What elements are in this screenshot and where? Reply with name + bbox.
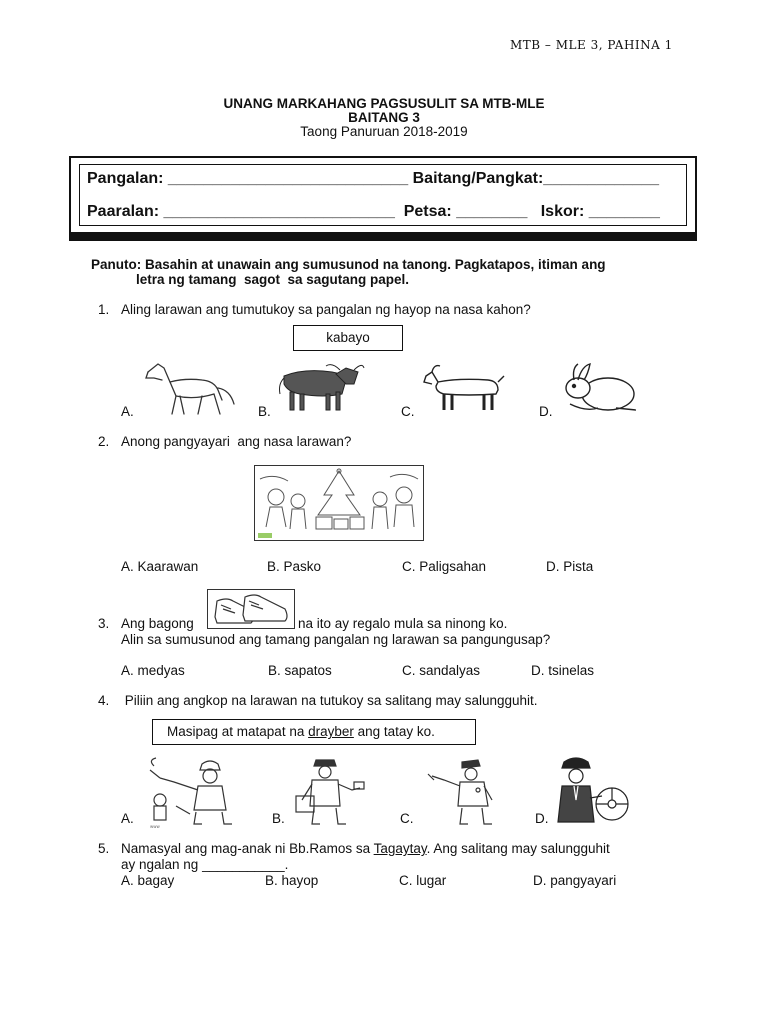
q4-option-d[interactable]: D.: [535, 811, 549, 826]
exam-title: UNANG MARKAHANG PAGSUSULIT SA MTB-MLE: [223, 96, 545, 111]
q1-option-a[interactable]: A.: [121, 404, 134, 419]
police-officer-icon[interactable]: [426, 754, 516, 828]
q5-underlined-word: Tagaytay: [373, 841, 427, 856]
q4-sentence-after: ang tatay ko.: [353, 724, 435, 739]
q2-option-a[interactable]: A. Kaarawan: [121, 559, 199, 574]
grade-level: BAITANG 3: [348, 110, 420, 125]
mail-carrier-icon[interactable]: [290, 752, 370, 828]
q3-text-after: na ito ay regalo mula sa ninong ko.: [298, 616, 508, 631]
school-year: Taong Panuruan 2018-2019: [300, 124, 468, 139]
carabao-icon[interactable]: [274, 358, 364, 414]
q4-sentence-before: Masipag at matapat na: [167, 724, 309, 739]
driver-icon[interactable]: [550, 752, 636, 828]
q5-text-after: . Ang salitang may salungguhit: [426, 841, 610, 856]
q4-underlined-word: drayber: [308, 724, 354, 739]
q2-number: 2.: [98, 434, 110, 449]
q2-option-c[interactable]: C. Paligsahan: [402, 559, 487, 574]
firefighter-icon[interactable]: [146, 756, 246, 830]
q5-option-d[interactable]: D. pangyayari: [533, 873, 617, 888]
q4-option-a[interactable]: A.: [121, 811, 134, 826]
horse-icon[interactable]: [140, 360, 240, 420]
svg-text:www: www: [150, 824, 160, 829]
rabbit-icon[interactable]: [558, 362, 648, 418]
student-info-box: [69, 156, 697, 234]
q5-option-a[interactable]: A. bagay: [121, 873, 175, 888]
goat-icon[interactable]: [418, 360, 508, 416]
q3-option-a[interactable]: A. medyas: [121, 663, 185, 678]
q4-sentence-box: [152, 719, 476, 745]
q2-option-d[interactable]: D. Pista: [546, 559, 594, 574]
q5-text-line-2: ay ngalan ng ___________.: [121, 857, 289, 872]
q1-word-box: kabayo: [293, 325, 403, 351]
q1-option-b[interactable]: B.: [258, 404, 271, 419]
q1-number: 1.: [98, 302, 110, 317]
q4-number: 4.: [98, 693, 110, 708]
q5-number: 5.: [98, 841, 110, 856]
name-grade-line[interactable]: Pangalan: ___________________________ Baitang/Pangkat:_____________: [87, 170, 659, 187]
q3-option-b[interactable]: B. sapatos: [268, 663, 332, 678]
q1-text: Aling larawan ang tumutukoy sa pangalan ng hayop na nasa kahon?: [121, 302, 531, 317]
q3-text-before: Ang bagong: [121, 616, 194, 631]
q1-option-c[interactable]: C.: [401, 404, 415, 419]
shoes-icon: [207, 589, 295, 629]
q5-text-before: Namasyal ang mag-anak ni Bb.Ramos sa: [121, 841, 374, 856]
instructions-line-1: Panuto: Basahin at unawain ang sumusunod na tanong. Pagkatapos, itiman ang: [91, 257, 606, 272]
q3-option-c[interactable]: C. sandalyas: [402, 663, 481, 678]
q5-text: [121, 841, 610, 856]
instructions-line-2: letra ng tamang sagot sa sagutang papel.: [136, 272, 410, 287]
christmas-scene-image: [254, 465, 424, 541]
q3-option-d[interactable]: D. tsinelas: [531, 663, 595, 678]
q4-text: Piliin ang angkop na larawan na tutukoy sa salitang may salungguhit.: [121, 693, 538, 708]
q5-option-c[interactable]: C. lugar: [399, 873, 447, 888]
q3-text-line-2: Alin sa sumusunod ang tamang pangalan ng larawan sa pangungusap?: [121, 632, 551, 647]
q4-option-c[interactable]: C.: [400, 811, 414, 826]
q1-option-d[interactable]: D.: [539, 404, 553, 419]
q2-text: Anong pangyayari ang nasa larawan?: [121, 434, 352, 449]
q4-option-b[interactable]: B.: [272, 811, 285, 826]
school-date-score-line[interactable]: Paaralan: __________________________ Petsa: ________ Iskor: ________: [87, 203, 660, 220]
q3-number: 3.: [98, 616, 110, 631]
page-reference: MTB – MLE 3, PAHINA 1: [510, 38, 673, 52]
q2-option-b[interactable]: B. Pasko: [267, 559, 322, 574]
q5-option-b[interactable]: B. hayop: [265, 873, 319, 888]
